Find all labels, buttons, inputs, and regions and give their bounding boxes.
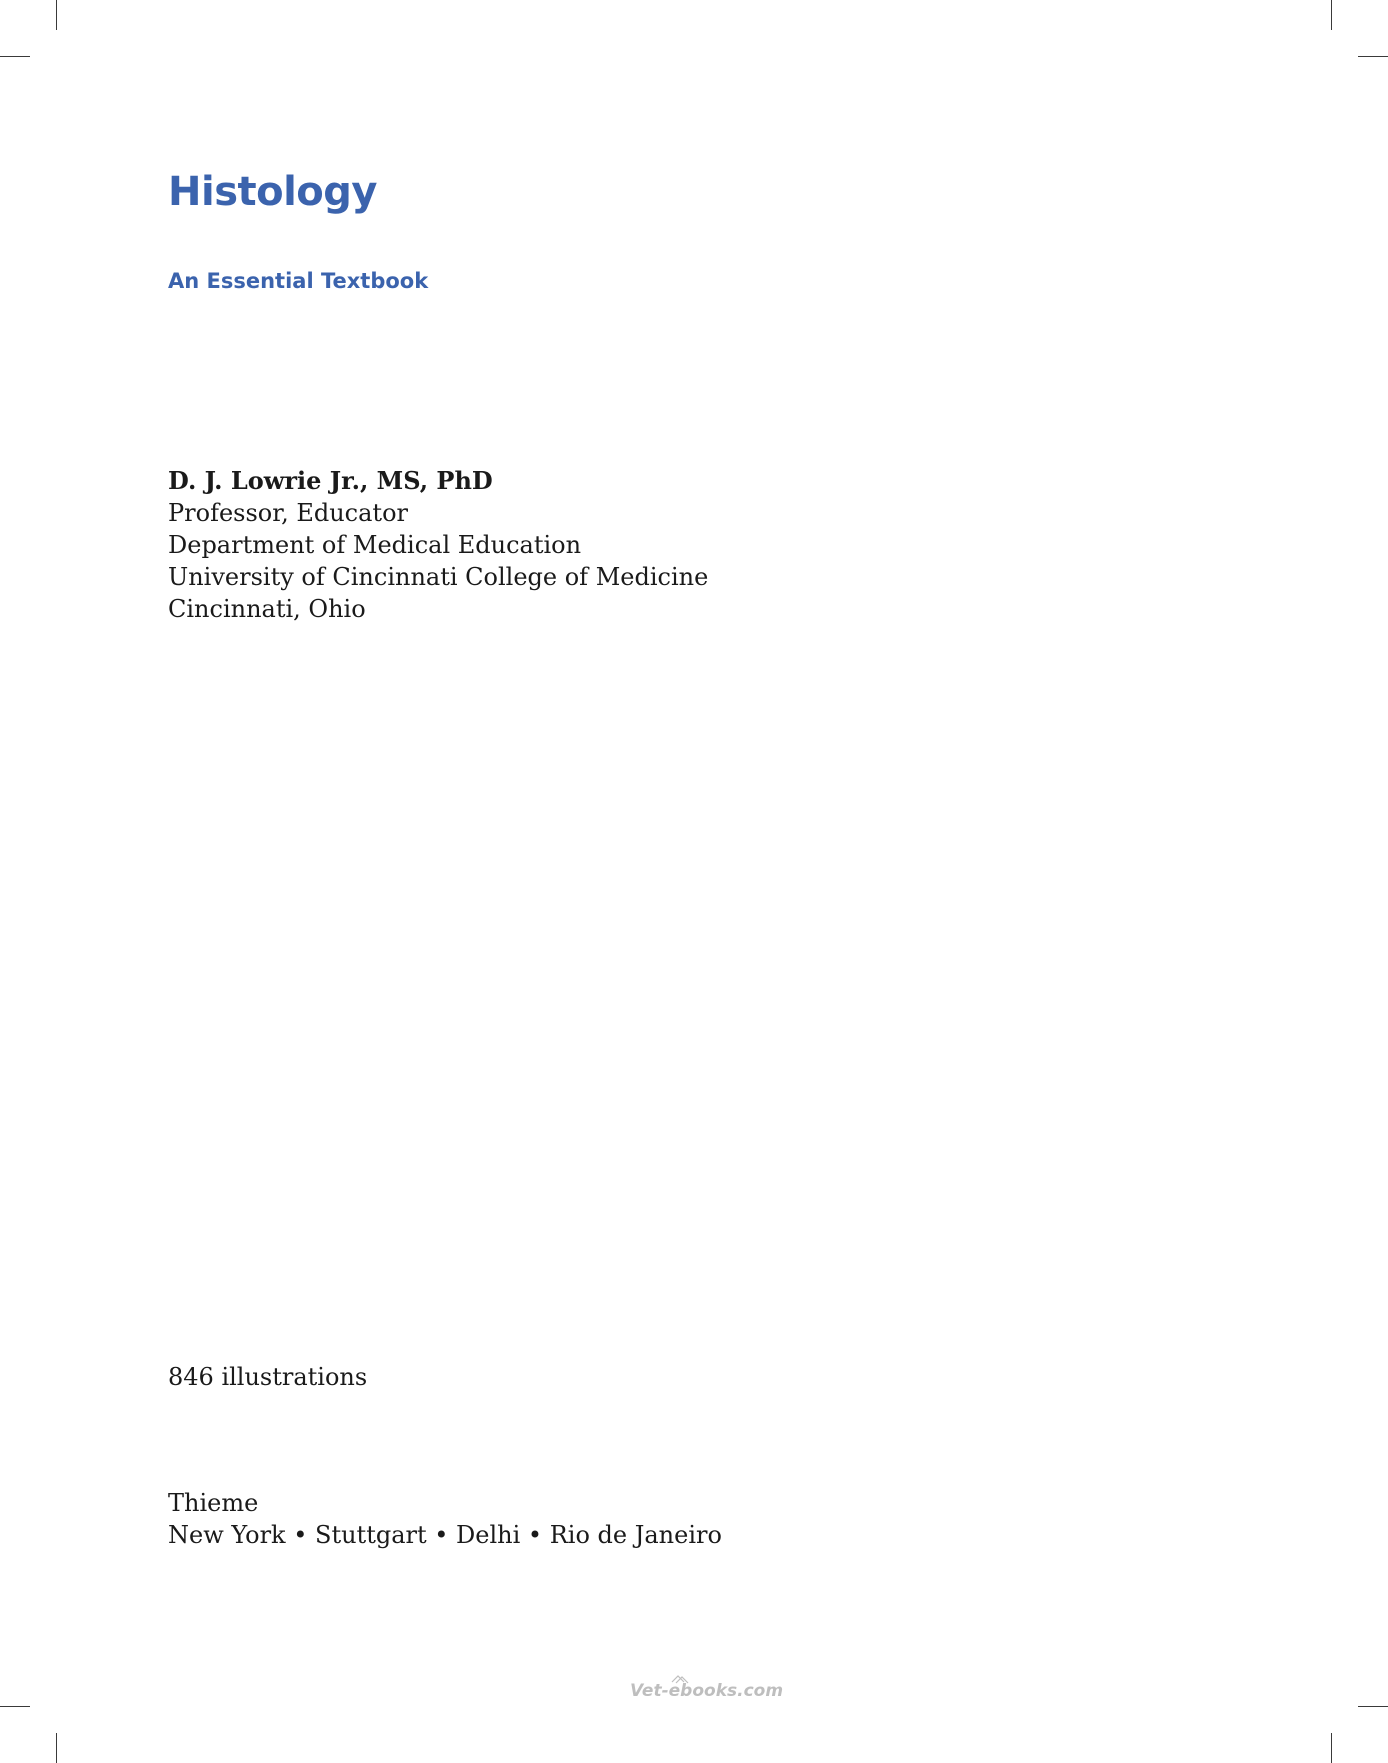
publisher-block <box>168 1487 722 1551</box>
publisher-name: Thieme <box>168 1489 259 1517</box>
crop-mark-bottom-left-vertical <box>56 1733 57 1763</box>
crop-mark-top-left-horizontal <box>0 56 30 57</box>
author-location: Cincinnati, Ohio <box>168 595 366 623</box>
book-title: Histology <box>168 169 377 215</box>
crop-mark-top-right-vertical <box>1331 0 1332 30</box>
crop-mark-top-right-horizontal <box>1358 56 1388 57</box>
book-subtitle: An Essential Textbook <box>168 269 429 293</box>
crop-mark-bottom-right-horizontal <box>1358 1706 1388 1707</box>
publisher-cities: New York • Stuttgart • Delhi • Rio de Janeiro <box>168 1521 722 1549</box>
crop-mark-bottom-right-vertical <box>1331 1733 1332 1763</box>
crop-mark-bottom-left-horizontal <box>0 1706 30 1707</box>
watermark-text: Vet-ebooks.com <box>630 1681 784 1701</box>
illustrations-count: 846 illustrations <box>168 1363 368 1391</box>
author-institution: University of Cincinnati College of Medicine <box>168 563 709 591</box>
author-name: D. J. Lowrie Jr., MS, PhD <box>168 466 493 495</box>
author-block <box>168 465 708 625</box>
crop-mark-top-left-vertical <box>56 0 57 30</box>
author-position: Professor, Educator <box>168 499 408 527</box>
watermark-logo <box>628 1674 784 1702</box>
author-department: Department of Medical Education <box>168 531 582 559</box>
